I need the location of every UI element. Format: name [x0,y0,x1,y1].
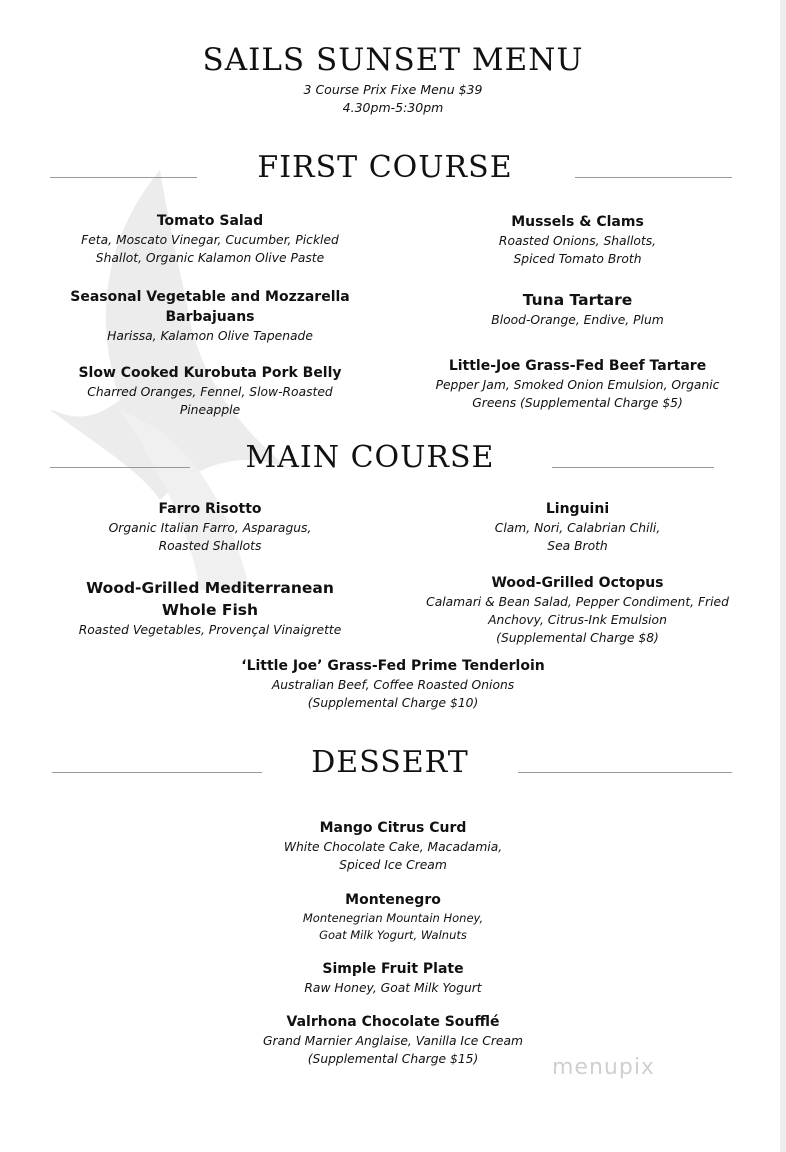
serving-hours: 4.30pm-5:30pm [342,100,444,115]
menu-title: SAILS SUNSET MENU [202,42,584,78]
item-name: Barbajuans [165,309,255,325]
menu-item [193,959,593,997]
item-name: Tuna Tartare [522,291,633,309]
menu-item [405,499,750,555]
menu-item [193,890,593,944]
item-desc: Pineapple [179,403,241,417]
dessert-heading: DESSERT [311,745,469,780]
item-desc: Roasted Shallots [158,539,262,553]
item-name: Linguini [545,501,610,517]
item-desc: Raw Honey, Goat Milk Yogurt [304,981,482,995]
item-desc: Spiced Tomato Broth [513,252,642,266]
divider-line [50,177,197,178]
item-name: Whole Fish [161,601,259,619]
item-desc: (Supplemental Charge $8) [496,631,659,645]
item-desc: White Chocolate Cake, Macadamia, [283,840,503,854]
item-name: Seasonal Vegetable and Mozzarella [70,289,350,305]
menu-item [405,289,750,329]
item-desc: Calamari & Bean Salad, Pepper Condiment, Fried [426,595,729,609]
first-course-heading: FIRST COURSE [257,150,513,185]
item-desc: Australian Beef, Coffee Roasted Onions [271,678,515,692]
menu-item [193,656,593,712]
item-desc: Roasted Onions, Shallots, [498,234,657,248]
prix-fixe-price: 3 Course Prix Fixe Menu $39 [303,82,483,97]
item-name: Mussels & Clams [511,214,644,230]
divider-line [50,467,190,468]
item-desc: Organic Italian Farro, Asparagus, [108,521,312,535]
divider-line [52,772,262,773]
item-desc: Goat Milk Yogurt, Walnuts [319,928,467,942]
item-desc: Pepper Jam, Smoked Onion Emulsion, Organic [435,378,720,392]
item-desc: Anchovy, Citrus-Ink Emulsion [488,613,667,627]
item-name: Wood-Grilled Octopus [491,575,664,591]
item-name: Simple Fruit Plate [322,961,464,977]
menu-item [40,499,380,555]
item-name: Valrhona Chocolate Soufflé [286,1014,500,1030]
divider-line [552,467,714,468]
item-desc: Charred Oranges, Fennel, Slow-Roasted [87,385,333,399]
divider-line [575,177,732,178]
item-name: Tomato Salad [156,213,264,229]
menu-item [405,212,750,268]
menu-item [40,577,380,639]
item-desc: (Supplemental Charge $15) [307,1052,479,1066]
item-name: Montenegro [345,892,441,908]
item-desc: Grand Marnier Anglaise, Vanilla Ice Cream [263,1034,523,1048]
item-desc: Roasted Vegetables, Provençal Vinaigrette [78,623,342,637]
item-desc: Feta, Moscato Vinegar, Cucumber, Pickled [81,233,339,247]
menu-item [193,818,593,874]
item-name: Slow Cooked Kurobuta Pork Belly [78,365,342,381]
item-name: Farro Risotto [158,501,262,517]
item-name: Little-Joe Grass-Fed Beef Tartare [448,358,707,374]
item-desc: Shallot, Organic Kalamon Olive Paste [95,251,325,265]
item-desc: Harissa, Kalamon Olive Tapenade [107,329,313,343]
item-desc: Spiced Ice Cream [339,858,447,872]
menupix-watermark: menupix [552,1055,655,1080]
item-name: Mango Citrus Curd [319,820,467,836]
item-desc: Greens (Supplemental Charge $5) [472,396,683,410]
menu-item [40,363,380,419]
item-desc: Sea Broth [547,539,608,553]
item-desc: Blood-Orange, Endive, Plum [491,313,664,327]
main-course-heading: MAIN COURSE [245,440,495,475]
menu-item [193,1012,593,1068]
item-desc: (Supplemental Charge $10) [307,696,479,710]
item-name: Wood-Grilled Mediterranean [86,579,334,597]
item-desc: Clam, Nori, Calabrian Chili, [494,521,661,535]
divider-line [518,772,732,773]
menu-item [40,211,380,267]
menu-item [40,287,380,345]
item-name: ‘Little Joe’ Grass-Fed Prime Tenderloin [241,658,545,674]
item-desc: Montenegrian Mountain Honey, [302,911,484,925]
page-edge [780,0,786,1152]
menu-item [405,356,750,412]
menu-item [405,573,750,647]
